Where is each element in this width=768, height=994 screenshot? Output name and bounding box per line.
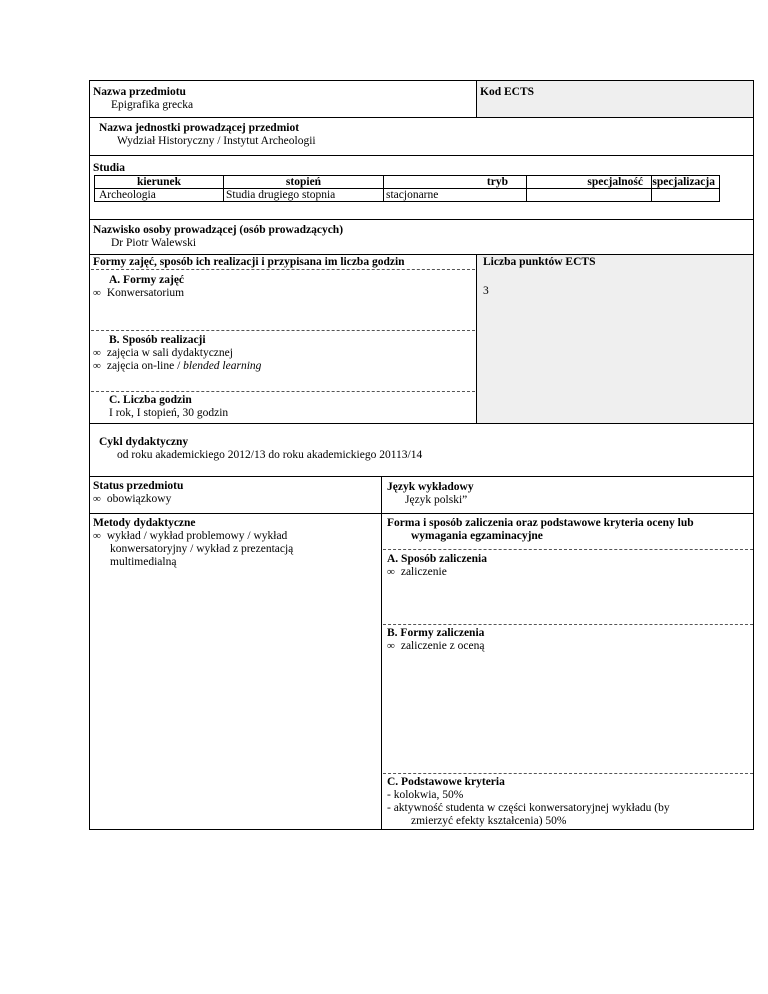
- studies-header-tryb: tryb: [384, 176, 527, 189]
- forms-a-label: A. Formy zajęć: [109, 274, 185, 286]
- studies-value-kierunek: Archeologia: [95, 189, 224, 202]
- infinity-bullet-icon: [93, 287, 107, 299]
- lecturer-section: [93, 224, 343, 250]
- forms-c-value: I rok, I stopień, 30 godzin: [109, 407, 229, 419]
- forms-b-item-1: ∞ zajęcia w sali dydaktycznej: [93, 347, 261, 360]
- methods-line-3: multimedialną: [110, 556, 177, 568]
- ects-points-section: [483, 256, 595, 298]
- assessment-label-1: Forma i sposób zaliczenia oraz podstawowe kryteria oceny lub: [387, 517, 694, 529]
- assessment-c-line-1: - kolokwia, 50%: [387, 789, 464, 801]
- studies-header-kierunek: kierunek: [95, 176, 224, 189]
- status-value: ∞ obowiązkowy: [93, 493, 183, 506]
- unit-label: Nazwa jednostki prowadzącej przedmiot: [99, 122, 300, 134]
- assessment-heading: [387, 517, 694, 543]
- studies-table: [94, 175, 720, 202]
- course-name-value: Epigrafika grecka: [111, 99, 194, 111]
- infinity-bullet-icon: [93, 493, 107, 505]
- assessment-b-label: B. Formy zaliczenia: [387, 627, 485, 639]
- studies-header-stopien: stopień: [224, 176, 384, 189]
- unit-section: [99, 122, 316, 148]
- forms-a: [93, 274, 184, 300]
- language-label: Język wykładowy: [387, 481, 474, 493]
- methods-section: [93, 517, 293, 569]
- assessment-a-label: A. Sposób zaliczenia: [387, 553, 487, 565]
- methods-line-1: ∞ wykład / wykład problemowy / wykład: [93, 530, 293, 543]
- infinity-bullet-icon: [93, 347, 107, 359]
- infinity-bullet-icon: [93, 360, 107, 372]
- assessment-b: [387, 627, 484, 653]
- studies-header-row: [95, 176, 720, 189]
- language-value: Język polski”: [405, 494, 468, 506]
- infinity-bullet-icon: [387, 640, 401, 652]
- studies-value-row: [95, 189, 720, 202]
- forms-b-label: B. Sposób realizacji: [109, 334, 206, 346]
- cycle-section: [99, 436, 422, 462]
- assessment-c-line-2: - aktywność studenta w części konwersatoryjnej wykładu (by: [387, 802, 670, 814]
- lecturer-value: Dr Piotr Walewski: [111, 237, 197, 249]
- studies-value-stopien: Studia drugiego stopnia: [224, 189, 384, 202]
- methods-line-2: konwersatoryjny / wykład z prezentacją: [110, 543, 294, 555]
- course-name-label: Nazwa przedmiotu: [93, 86, 186, 98]
- studies-value-specjalizacja: [652, 189, 720, 202]
- assessment-label-2: wymagania egzaminacyjne: [411, 530, 543, 542]
- status-section: [93, 480, 183, 506]
- assessment-c-label: C. Podstawowe kryteria: [387, 776, 505, 788]
- assessment-a: [387, 553, 487, 579]
- forms-b: [93, 334, 261, 373]
- assessment-c: [387, 776, 670, 828]
- assessment-a-value: ∞ zaliczenie: [387, 566, 487, 579]
- ects-code-section: [480, 86, 534, 99]
- course-name-section: [93, 86, 193, 112]
- studies-header-specjalnosc: specjalność: [527, 176, 652, 189]
- assessment-b-value: ∞ zaliczenie z oceną: [387, 640, 484, 653]
- forms-a-item: ∞ Konwersatorium: [93, 287, 184, 300]
- forms-b-item-2: ∞ zajęcia on-line / blended learning: [93, 360, 261, 373]
- studies-label: Studia: [93, 162, 125, 174]
- cycle-label: Cykl dydaktyczny: [99, 436, 189, 448]
- methods-label: Metody dydaktyczne: [93, 517, 196, 529]
- studies-value-specjalnosc: [527, 189, 652, 202]
- assessment-c-line-3: zmierzyć efekty kształcenia) 50%: [411, 815, 567, 827]
- lecturer-label: Nazwisko osoby prowadzącej (osób prowadzących): [93, 224, 344, 236]
- forms-heading: Formy zajęć, sposób ich realizacji i przypisana im liczba godzin: [93, 256, 405, 268]
- unit-value: Wydział Historyczny / Instytut Archeologii: [117, 135, 316, 147]
- language-section: [387, 481, 474, 507]
- infinity-bullet-icon: [387, 566, 401, 578]
- ects-code-label: Kod ECTS: [480, 86, 535, 98]
- ects-points-value: 3: [483, 285, 489, 297]
- ects-points-label: Liczba punktów ECTS: [483, 256, 596, 268]
- studies-value-tryb: stacjonarne: [384, 189, 527, 202]
- forms-c-label: C. Liczba godzin: [109, 394, 192, 406]
- cycle-value: od roku akademickiego 2012/13 do roku akademickiego 20113/14: [117, 449, 423, 461]
- forms-c: [93, 394, 228, 420]
- infinity-bullet-icon: [93, 530, 107, 542]
- status-label: Status przedmiotu: [93, 480, 184, 492]
- studies-header-specjalizacja: specjalizacja: [652, 176, 720, 189]
